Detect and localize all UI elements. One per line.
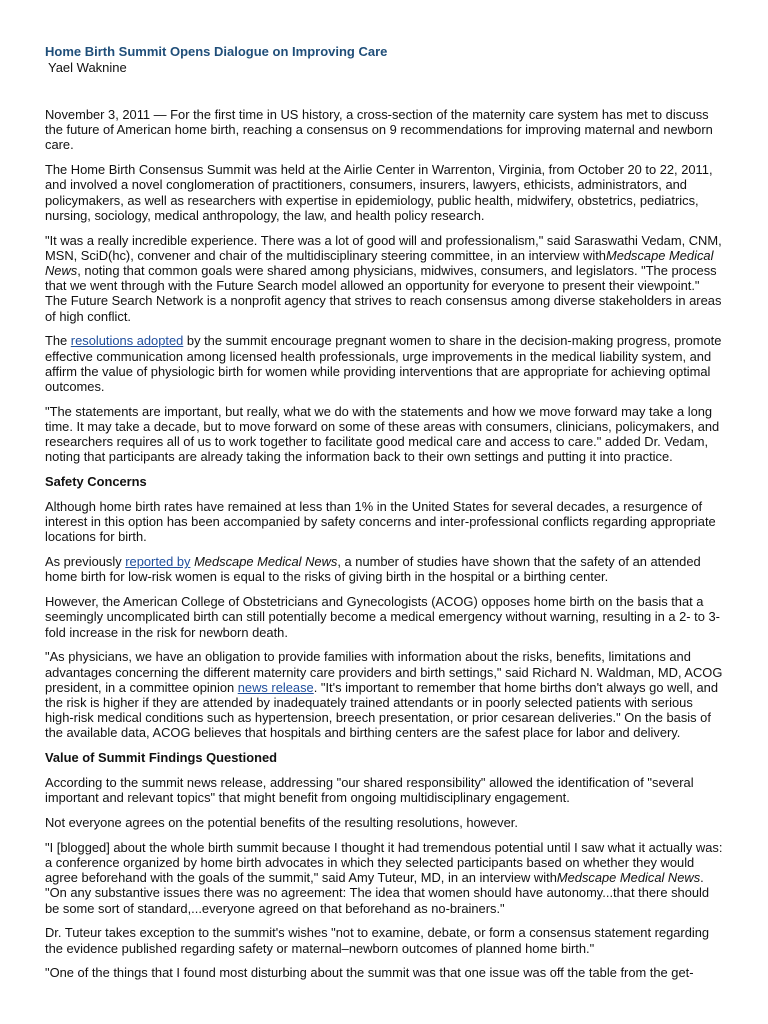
paragraph-text: . "It's important to remember that home births don't always go well, and the risk is higher if they are attended by inadequately trained attendants or in poorly selected patients with serious high-risk medical conditions such as hypertension, breech presentation, or prior cesarean deliveries." On the basis of the available data, ACOG believes that hospitals and birthing centers are the safest place for labor and delivery.: [45, 679, 718, 741]
paragraph-text: "It was a really incredible experience. There was a lot of good will and professionalism," said Saraswathi Vedam, CNM, MSN, SciD(hc), convener and chair of the multidisciplinary steering committee, in an interview with: [45, 232, 722, 263]
paragraph: Not everyone agrees on the potential benefits of the resulting resolutions, however.: [45, 815, 518, 831]
paragraph: [45, 333, 725, 394]
publication-name: Medscape Medical News: [556, 870, 701, 886]
paragraph-text: , noting that common goals were shared among physicians, midwives, consumers, and legislators. "The process that we went through with the Future Search model allowed an opportunity for everyone to present their viewpoint." The Future Search Network is a nonprofit agency that strives to reach consensus among diverse stakeholders in areas of high conflict.: [45, 263, 722, 324]
paragraph: [45, 233, 725, 324]
paragraph: [45, 554, 725, 584]
paragraph: However, the American College of Obstetricians and Gynecologists (ACOG) opposes home birth on the basis that a seemingly uncomplicated birth can still potentially become a medical emergency without warning, resulting in a 2- to 3-fold increase in the risk for newborn death.: [45, 594, 720, 640]
paragraph: [45, 840, 725, 916]
paragraph: "One of the things that I found most disturbing about the summit was that one issue was off the table from the get-: [45, 965, 694, 981]
news-release-link[interactable]: news release: [237, 679, 314, 695]
paragraph: [45, 649, 725, 740]
resolutions-adopted-link[interactable]: resolutions adopted: [70, 333, 184, 349]
paragraph-text: The: [45, 333, 71, 349]
publication-name: Medscape Medical News: [45, 247, 714, 279]
paragraph-text: . "On any substantive issues there was no agreement: The idea that women should have autonomy...that there should be some sort of standard,...everyone agreed on that beforehand as no-brainers.": [45, 870, 710, 916]
paragraph-text: , a number of studies have shown that the safety of an attended home birth for low-risk women is equal to the risks of giving birth in the hospital or a birthing center.: [45, 554, 701, 585]
section-heading-safety: Safety Concerns: [45, 474, 147, 490]
paragraph: The Home Birth Consensus Summit was held at the Airlie Center in Warrenton, Virginia, from October 20 to 22, 2011, and involved a novel conglomeration of practitioners, consumers, insurers, lawyers, ethicists, administrators, and policymakers, as well as researchers with expertise in epidemiology, public health, midwifery, obstetrics, pediatrics, nursing, sociology, medical anthropology, the law, and health policy research.: [45, 162, 713, 223]
reported-by-link[interactable]: reported by: [125, 554, 191, 570]
paragraph-text: "As physicians, we have an obligation to provide families with information about the risks, benefits, limitations and advantages concerning the different maternity care providers and birth settings," said Richard N. Waldman, MD, ACOG president, in a committee opinion: [45, 649, 723, 695]
paragraph: November 3, 2011 — For the first time in US history, a cross-section of the maternity care system has met to discuss the future of American home birth, reaching a consensus on 9 recommendations for improving maternal and newborn care.: [45, 107, 713, 153]
article-page: [45, 44, 725, 990]
section-heading-value: Value of Summit Findings Questioned: [45, 750, 278, 766]
paragraph: "The statements are important, but really, what we do with the statements and how we move forward may take a long time. It may take a decade, but to move forward on some of these areas with consumers, clinicians, policymakers, and researchers requires all of us to work together to facilitate good medical care and access to care." added Dr. Vedam, noting that participants are already taking the information back to their own settings and putting it into practice.: [45, 403, 720, 465]
publication-name: Medscape Medical News: [194, 554, 338, 570]
article-title: Home Birth Summit Opens Dialogue on Improving Care: [45, 44, 388, 59]
paragraph: According to the summit news release, addressing "our shared responsibility" allowed the identification of "several important and relevant topics" that might benefit from ongoing multidisciplinary engagement.: [45, 775, 694, 806]
article-author: Yael Waknine: [48, 60, 127, 75]
paragraph: Dr. Tuteur takes exception to the summit's wishes "not to examine, debate, or form a consensus statement regarding the evidence published regarding safety or maternal–newborn outcomes of planned home birth.": [45, 925, 710, 956]
paragraph-text: "I [blogged] about the whole birth summit because I thought it had tremendous potential until I saw what it actually was: a conference organized by home birth advocates in which they selected participants based on whether they would agree beforehand with the goals of the summit," said Amy Tuteur, MD, in an interview with: [45, 839, 723, 886]
paragraph-text: As previously: [45, 554, 126, 570]
article-body: [45, 107, 725, 981]
paragraph-text: by the summit encourage pregnant women to share in the decision-making progress, promote effective communication among licensed health professionals, urge improvements in the medical liability system, and affirm the value of physiologic birth for women while providing interventions that are appropriate for achieving optimal outcomes.: [45, 333, 722, 395]
paragraph: Although home birth rates have remained at less than 1% in the United States for several decades, a resurgence of interest in this option has been accompanied by safety concerns and inter-professional conflicts regarding appropriate locations for birth.: [45, 499, 716, 545]
